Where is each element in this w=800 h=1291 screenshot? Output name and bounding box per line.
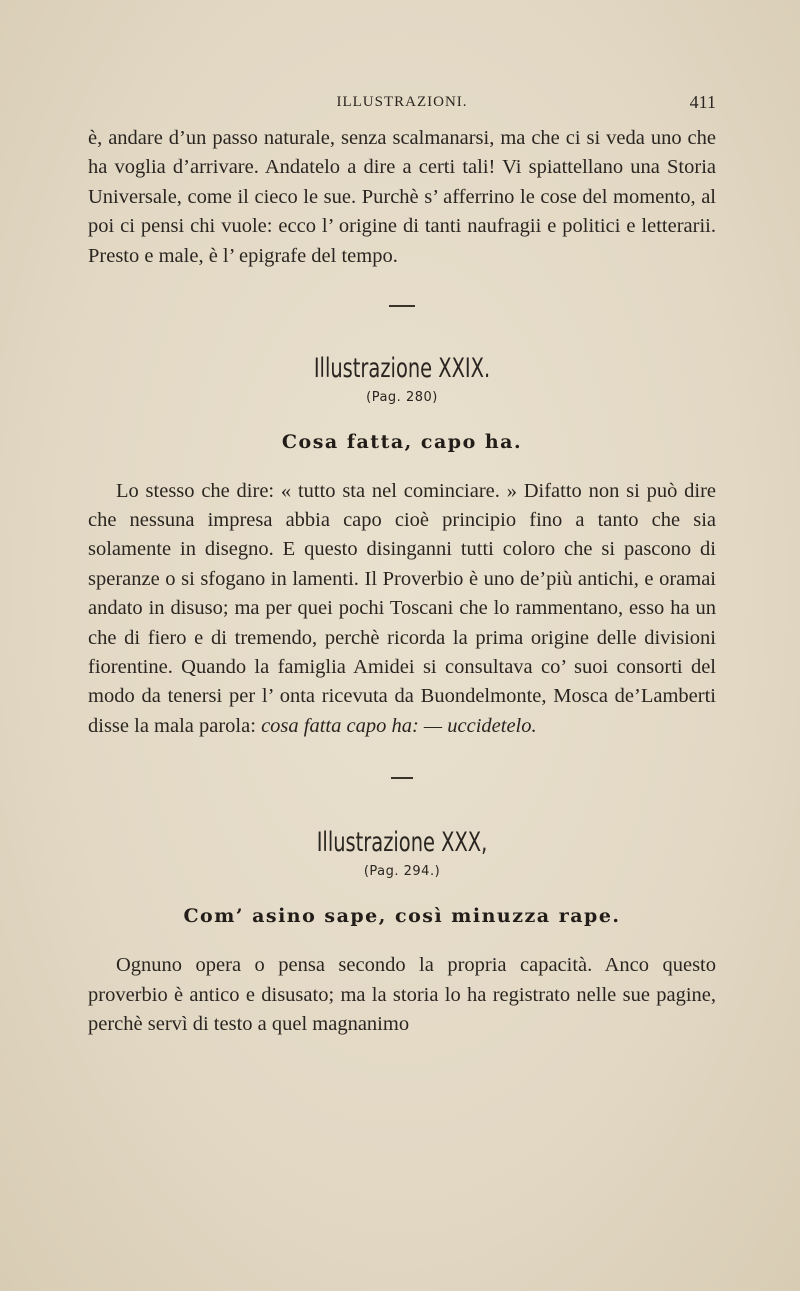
section-divider bbox=[391, 777, 413, 779]
section-paragraph: Ognuno opera o pensa secondo la propria capacità. Anco questo proverbio è antico e disusato; ma la storia lo ha registrato nelle sue pagine, perchè servì di testo a quel magnanimo bbox=[88, 954, 716, 1035]
page-number: 411 bbox=[689, 92, 716, 112]
intro-paragraph: è, andare d’un passo naturale, senza scalmanarsi, ma che ci si veda uno che ha voglia d’arrivare. Andatelo a dire a certi tali! Vi spiattellano una Storia Universale, come il cieco le sue. Purchè s’ afferrino le cose del momento, al poi ci pensi chi vuole: ecco l’ origine di tanti naufragii e politici e letterarii. Presto e male, è l’ epigrafe del tempo. bbox=[88, 127, 716, 267]
proverb-heading: Com’ asino sape, così minuzza rape. bbox=[183, 905, 621, 928]
section-paragraph bbox=[88, 477, 716, 742]
running-head bbox=[88, 88, 716, 118]
page-reference: (Pag. 294.) bbox=[363, 864, 441, 880]
section-illustrazione-xxx bbox=[88, 827, 716, 1039]
section-title: Illustrazione XXIX. bbox=[313, 352, 491, 384]
section-divider bbox=[389, 305, 415, 307]
book-page bbox=[88, 88, 716, 1039]
italic-quote: cosa fatta capo ha: — uccidetelo. bbox=[261, 714, 537, 737]
paragraph-text: Lo stesso che dire: « tutto sta nel cominciare. » Difatto non si può dire che nessuna impresa abbia capo cioè principio fino a tanto che sia solamente in disegno. E questo disinganni tutti coloro che si pascono di speranze o si sfogano in lamenti. Il Proverbio è uno de’più antichi, e oramai andato in disuso; ma per quei pochi Toscani che lo rammentano, esso ha un che di fiero e di tremendo, perchè ricorda la prima origine delle divisioni fiorentine. Quando la famiglia Amidei si consultava co’ suoi consorti del modo da tenersi per l’ onta ricevuta da Buondelmonte, Mosca de’Lamberti disse la mala parola: bbox=[88, 479, 716, 737]
section-title: Illustrazione XXX, bbox=[316, 827, 488, 859]
page-reference: (Pag. 280) bbox=[366, 389, 438, 405]
running-title: ILLUSTRAZIONI. bbox=[336, 94, 468, 110]
section-illustrazione-xxix bbox=[88, 353, 716, 742]
proverb-heading: Cosa fatta, capo ha. bbox=[281, 430, 523, 453]
